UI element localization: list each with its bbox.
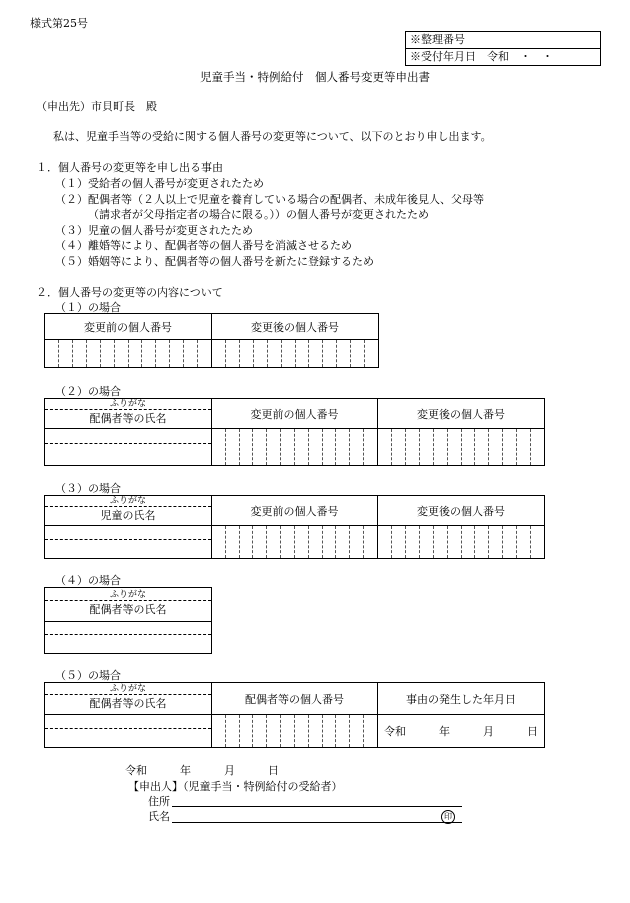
- case4-name-header: [45, 588, 212, 622]
- case5-date-entry[interactable]: 令和 年 月 日: [378, 715, 545, 748]
- case4-name-entry[interactable]: [45, 622, 212, 654]
- case2-name-header: [45, 399, 212, 429]
- reason-item-5: （５）婚姻等により、配偶者等の個人番号を新たに登録するため: [55, 255, 374, 268]
- case2-after-header: 変更後の個人番号: [378, 399, 545, 429]
- furigana-label: ふりがな: [45, 590, 211, 601]
- reference-number-field[interactable]: ※整理番号: [410, 33, 465, 46]
- reason-item-2-cont: （請求者が父母指定者の場合に限る。））の個人番号が変更されたため: [88, 208, 429, 221]
- case3-before-number[interactable]: [212, 526, 378, 559]
- furigana-label: ふりがな: [45, 399, 211, 410]
- case2-label: （２）の場合: [55, 385, 121, 398]
- reason-item-3: （３）児童の個人番号が変更されたため: [55, 224, 253, 237]
- case5-table: [44, 682, 545, 748]
- case5-number-entry[interactable]: [212, 715, 378, 748]
- case3-before-header: 変更前の個人番号: [212, 496, 378, 526]
- case2-before-number[interactable]: [212, 429, 378, 466]
- case3-table: [44, 495, 545, 559]
- case5-date-header: 事由の発生した年月日: [378, 683, 545, 715]
- receipt-date-field[interactable]: ※受付年月日 令和 ・ ・: [406, 48, 600, 65]
- case5-number-header: 配偶者等の個人番号: [212, 683, 378, 715]
- case4-label: （４）の場合: [55, 574, 121, 587]
- case3-name-header: [45, 496, 212, 526]
- case3-after-header: 変更後の個人番号: [378, 496, 545, 526]
- case1-table: [44, 313, 379, 368]
- case2-table: [44, 398, 545, 466]
- section2-heading: ２．個人番号の変更等の内容について: [36, 286, 223, 299]
- reason-item-4: （４）離婚等により、配偶者等の個人番号を消滅させるため: [55, 239, 352, 252]
- case1-before-header: 変更前の個人番号: [45, 314, 212, 340]
- case2-after-number[interactable]: [378, 429, 545, 466]
- case5-label: （５）の場合: [55, 669, 121, 682]
- name-line[interactable]: [172, 822, 462, 823]
- section1-heading: １．個人番号の変更等を申し出る事由: [36, 161, 223, 174]
- case5-name-header: [45, 683, 212, 715]
- form-title: 児童手当・特例給付 個人番号変更等申出書: [200, 70, 430, 84]
- spouse-name-label: 配偶者等の氏名: [89, 697, 167, 710]
- address-line[interactable]: [172, 806, 462, 807]
- form-number: 様式第25号: [30, 17, 88, 30]
- spouse-name-label: 配偶者等の氏名: [89, 603, 167, 616]
- case2-before-header: 変更前の個人番号: [212, 399, 378, 429]
- case1-label: （１）の場合: [55, 301, 121, 314]
- intro-text: 私は、児童手当等の受給に関する個人番号の変更等について、以下のとおり申し出ます。: [53, 130, 492, 143]
- case1-after-header: 変更後の個人番号: [212, 314, 379, 340]
- case2-name-entry[interactable]: [45, 429, 212, 466]
- case1-after-number[interactable]: [212, 340, 379, 368]
- seal-mark: 印: [441, 810, 455, 824]
- case1-before-number[interactable]: [45, 340, 212, 368]
- case4-table: [44, 587, 212, 654]
- reason-item-1: （１）受給者の個人番号が変更されたため: [55, 177, 264, 190]
- furigana-label: ふりがな: [45, 496, 211, 507]
- case3-label: （３）の場合: [55, 482, 121, 495]
- name-label: 氏名: [148, 810, 170, 823]
- footer-date[interactable]: 令和 年 月 日: [125, 764, 279, 777]
- receipt-box: [405, 31, 601, 66]
- case5-name-entry[interactable]: [45, 715, 212, 748]
- address-label: 住所: [148, 795, 170, 808]
- applicant-label: 【申出人】（児童手当・特例給付の受給者）: [128, 780, 343, 793]
- furigana-label: ふりがな: [45, 684, 211, 695]
- reason-item-2: （２）配偶者等（２人以上で児童を養育している場合の配偶者、未成年後見人、父母等: [55, 193, 484, 206]
- case3-after-number[interactable]: [378, 526, 545, 559]
- spouse-name-label: 配偶者等の氏名: [89, 412, 167, 425]
- case3-name-entry[interactable]: [45, 526, 212, 559]
- child-name-label: 児童の氏名: [100, 509, 156, 522]
- addressee: （申出先）市貝町長 殿: [36, 100, 157, 113]
